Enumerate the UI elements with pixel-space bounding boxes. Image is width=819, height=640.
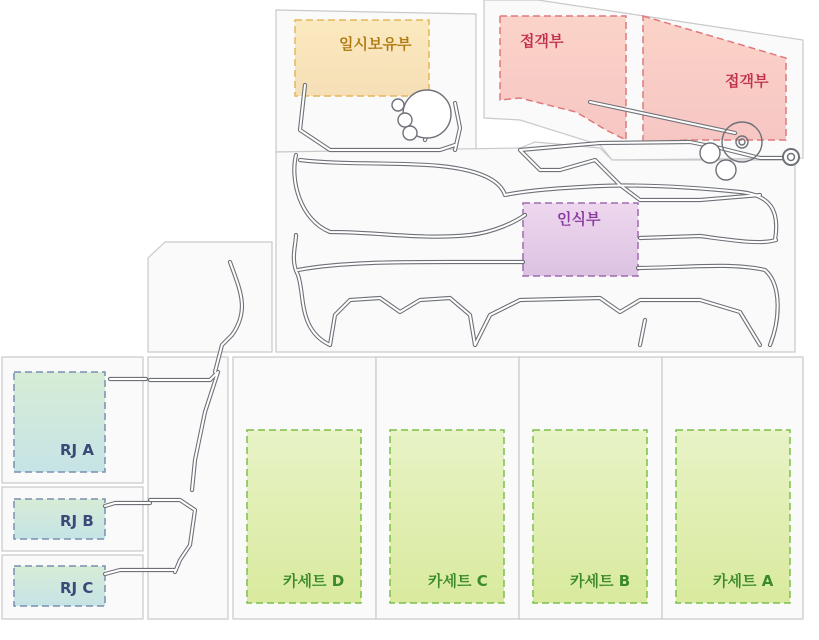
reception-roller-2 <box>700 143 720 163</box>
holding-zone <box>295 20 429 96</box>
reception-roller-3 <box>716 160 736 180</box>
holding-small-roller-2 <box>403 126 417 140</box>
rj-c-label: RJ C <box>60 579 94 597</box>
rj-b-label: RJ B <box>60 512 94 530</box>
reception-zone-1-label: 접객부 <box>520 32 564 50</box>
left-upper-outline <box>148 242 272 352</box>
cassette-d-label: 카세트 D <box>283 572 345 590</box>
holding-small-roller-3 <box>392 99 404 111</box>
recognition-zone-label: 인식부 <box>557 210 601 228</box>
rj-a-label: RJ A <box>60 441 94 459</box>
cassette-c-label: 카세트 C <box>428 572 488 590</box>
exit-roller-inner <box>788 154 795 161</box>
holding-small-roller-1 <box>398 113 412 127</box>
cassette-a-label: 카세트 A <box>713 572 774 590</box>
reception-zone-2-label: 접객부 <box>725 72 769 90</box>
transport-column-outline <box>148 357 228 619</box>
cassette-b-label: 카세트 B <box>570 572 631 590</box>
holding-zone-label: 일시보유부 <box>339 35 412 53</box>
